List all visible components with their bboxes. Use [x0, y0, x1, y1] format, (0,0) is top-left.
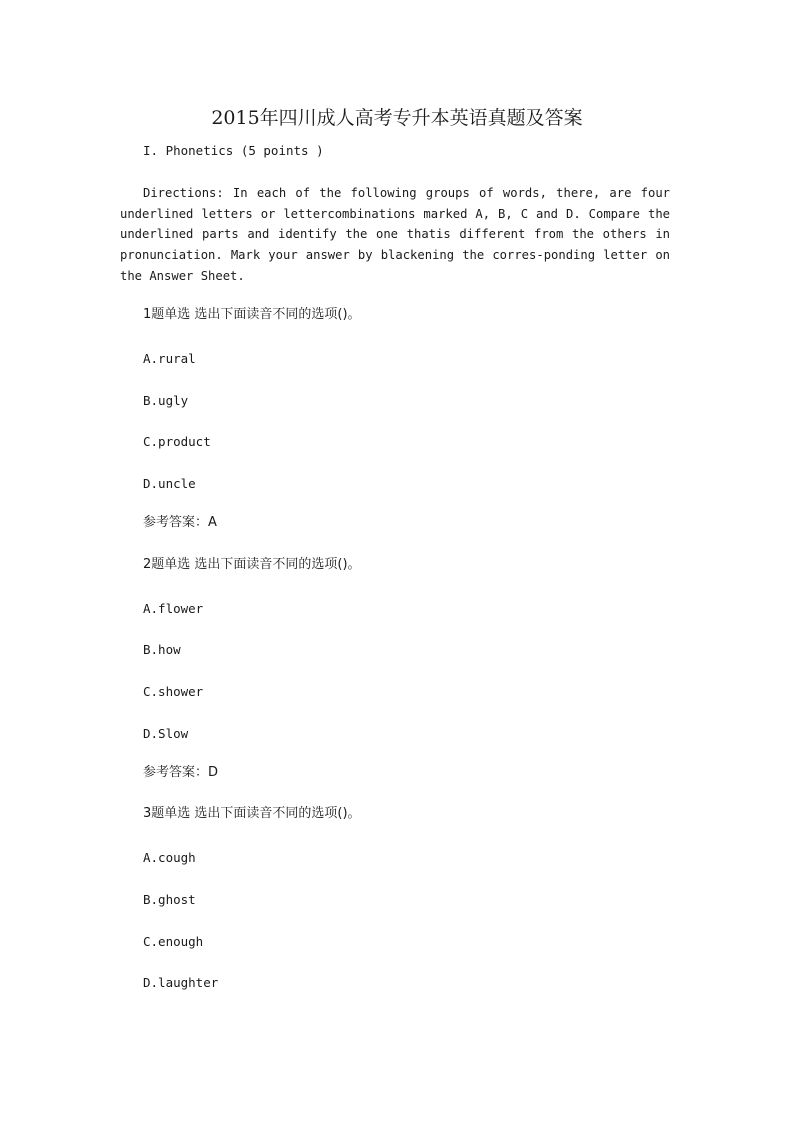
question-1-option-b: B.ugly	[143, 393, 189, 408]
question-2-option-d: D.Slow	[143, 726, 189, 741]
question-1-option-c: C.product	[143, 434, 211, 449]
directions-paragraph: Directions: In each of the following groups of words, there, are four underlined letters or lettercombinations marked A, B, C and D. Compare the underlined parts and identify the one thatis different from the others in pronunciation. Mark your answer by blackening the corres-ponding letter on the Answer Sheet.	[120, 186, 670, 283]
question-2-prompt: 2题单选 选出下面读音不同的选项()。	[143, 557, 361, 572]
question-1-option-a: A.rural	[143, 351, 196, 366]
document-title: 2015年四川成人高考专升本英语真题及答案	[211, 107, 583, 129]
question-2-option-b: B.how	[143, 642, 181, 657]
question-2-answer: 参考答案：D	[143, 765, 219, 780]
question-3-option-d: D.laughter	[143, 975, 219, 990]
question-3-prompt: 3题单选 选出下面读音不同的选项()。	[143, 806, 361, 821]
question-1-option-d: D.uncle	[143, 476, 196, 491]
question-2-option-c: C.shower	[143, 684, 204, 699]
question-3-option-b: B.ghost	[143, 892, 196, 907]
question-3-option-c: C.enough	[143, 934, 204, 949]
question-1-prompt: 1题单选 选出下面读音不同的选项()。	[143, 307, 361, 322]
question-3-option-a: A.cough	[143, 850, 196, 865]
section-heading: I. Phonetics (5 points )	[143, 143, 324, 158]
question-2-option-a: A.flower	[143, 601, 204, 616]
question-1-answer: 参考答案：A	[143, 515, 217, 530]
